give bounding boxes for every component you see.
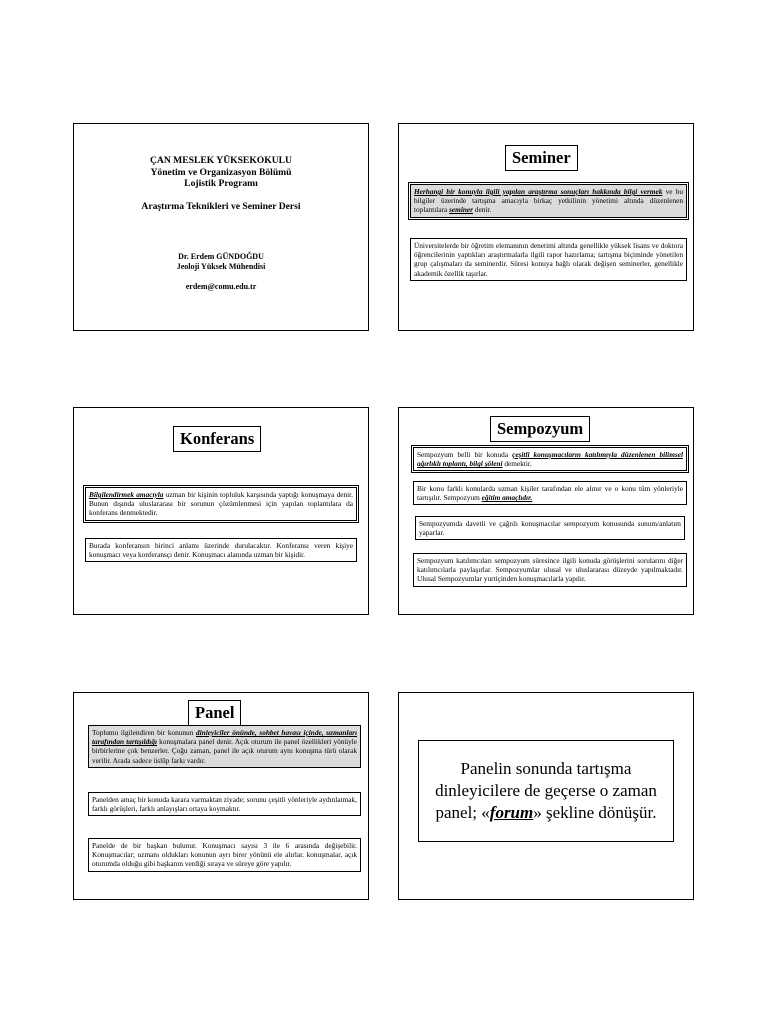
highlight-text: çeşitli konuşmacıların katılımıyla düzenlenen bilimsel ağırlıklı toplantı, bilgi şöleni <box>417 450 683 469</box>
body-text: Toplumu ilgilendiren bir konunun <box>92 728 196 737</box>
forum-statement-box <box>418 740 674 842</box>
body-text: Bir konu farklı konularda uzman kişiler tarafından ele alınır ve o konu tüm yönleriyle tartışılır. Sempozyum <box>417 484 683 503</box>
sempozyum-participants-box <box>413 553 687 587</box>
highlight-text: Herhangi bir konuyla ilgili yapılan araştırma sonuçları hakkında bilgi vermek <box>414 187 663 196</box>
slide-panel <box>73 692 369 900</box>
panel-purpose-box <box>88 792 361 816</box>
cover-school: ÇAN MESLEK YÜKSEKOKULU <box>150 155 292 166</box>
sempozyum-definition-box <box>413 447 687 471</box>
body-text: Panelden amaç bir konuda karara varmaktan ziyade; sorunu çeşitli yönleriyle aydınlatmak, farklı görüşleri, farklı anlayışları ortaya koymaktır. <box>92 795 357 814</box>
body-text: Burada konferansın birinci anlamı üzerinde durulacaktır. Konferansı veren kişiye konuşmacı veya konferansçı denir. Konuşmacı alanında uzman bir kişidir. <box>89 541 353 560</box>
slide-seminer <box>398 123 694 331</box>
sempozyum-speakers-box <box>415 516 685 540</box>
slide-forum <box>398 692 694 900</box>
panel-definition-box <box>88 725 361 768</box>
seminer-detail-box <box>410 238 687 281</box>
cover-program: Lojistik Programı <box>184 178 258 189</box>
body-text: Sempozyumda davetli ve çağrılı konuşmacılar sempozyum konusunda sunum/anlatım yaparlar. <box>419 519 681 538</box>
cover-author-block <box>74 252 368 292</box>
cover-block <box>74 155 368 212</box>
body-text: konuşmalara panel denir. Açık oturum ile panel özellikleri yönüyle birbirlerine çok benzerler. Çoğu zaman, panel ile açık oturum aynı konuşma türü olarak verilir. Arada sadece üslûp farkı vardır. <box>92 737 357 765</box>
body-text: Sempozyum katılımcıları sempozyum süresince ilgili konuda görüşlerini sorularını diğer katılımcılarla paylaşırlar. Sempozyumlar ulusal ve uluslararası düzeyde yapılmaktadır. Ulusal Sempozyumlar yurtiçinden konuşmacılarla yapılır. <box>417 556 683 584</box>
cover-author: Dr. Erdem GÜNDOĞDU <box>178 252 264 261</box>
cover-department: Yönetim ve Organizasyon Bölümü <box>150 166 292 178</box>
cover-course: Araştırma Teknikleri ve Seminer Dersi <box>141 200 301 212</box>
body-text: denir. <box>472 205 492 215</box>
body-text: Üniversitelerde bir öğretim elemanının denetimi altında genellikle yüksek lisans ve doktora öğrencilerinin yaptıkları araştırmalarla ilgili rapor hazırlama; tartışma biçiminde yönetilen grup çalışmaları da seminerdir. Süresi konuya bağlı olarak değişen seminerler, genellikle akademik özellik taşırlar. <box>414 241 683 278</box>
body-text: Panelin sonunda tartışma dinleyicilere de geçerse o zaman panel; « <box>435 759 657 822</box>
term-text: seminer <box>449 205 473 215</box>
body-text: Sempozyum belli bir konuda <box>417 450 513 459</box>
body-text: ve bu bilgiler üzerinde tartışma amacıyla birkaç yetkilinin yönetimi altında düzenlenen toplantılara <box>414 187 683 215</box>
seminer-definition-box <box>410 184 687 218</box>
konferans-detail-box <box>85 538 357 562</box>
cover-email: erdem@comu.edu.tr <box>185 282 257 291</box>
slide-title: Sempozyum <box>490 416 590 442</box>
slide-title: Konferans <box>173 426 261 452</box>
body-text: demektir. <box>502 459 532 469</box>
body-text: Panelde de bir başkan bulunur. Konuşmacı sayısı 3 ile 6 arasında değişebilir. Konuşmacılar; uzmanı oldukları konunun ayrı birer yönünü ele alırlar. konuşmalar, açık oturumda olduğu gibi başkanın verdiği sıraya ve süreye göre yapılır. <box>92 841 357 869</box>
slide-title: Seminer <box>505 145 578 171</box>
cover-author-title: Jeoloji Yüksek Mühendisi <box>176 262 266 271</box>
slide-konferans <box>73 407 369 615</box>
body-text: uzman bir kişinin topluluk karşısında yaptığı konuşmaya denir. Bunun dışında uluslararası bir sorunun çözümlenmesi için yapılan toplantılara da konferans denmektedir. <box>89 490 354 518</box>
slide-title: Panel <box>188 700 241 726</box>
sempozyum-purpose-box <box>413 481 687 505</box>
highlight-text: Bilgilendirmek amacıyla <box>89 490 164 499</box>
highlight-text: dinleyiciler önünde, sohbet havası içinde, uzmanları tarafından tartışıldığı <box>92 728 357 747</box>
highlight-text: forum <box>489 803 534 822</box>
slide-sempozyum <box>398 407 694 615</box>
konferans-definition-box <box>85 487 357 521</box>
highlight-text: eğitim amaçlıdır. <box>481 493 533 503</box>
body-text: » şekline dönüşür. <box>533 803 657 822</box>
slide-cover <box>73 123 369 331</box>
panel-chair-box <box>88 838 361 872</box>
